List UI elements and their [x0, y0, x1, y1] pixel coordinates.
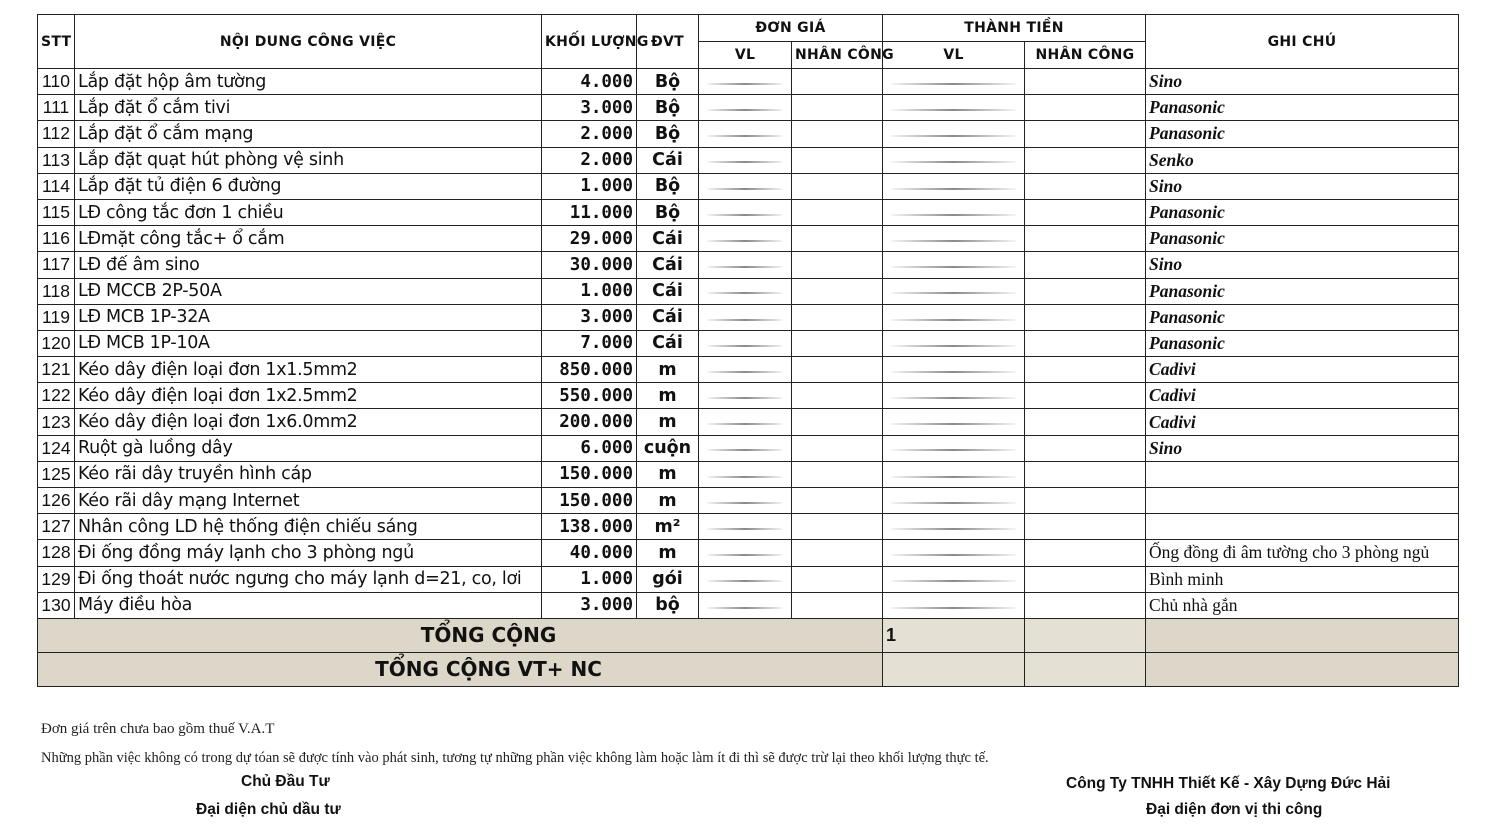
row-amount-labor: [1025, 592, 1146, 618]
row-note: Panasonic: [1146, 199, 1459, 225]
row-amount-vl: [883, 592, 1025, 618]
redacted-value: [707, 554, 783, 556]
row-task: Lắp đặt quạt hút phòng vệ sinh: [75, 147, 542, 173]
row-stt: 112: [38, 121, 75, 147]
row-unit-price-vl: [699, 357, 792, 383]
row-unit-price-labor: [792, 304, 883, 330]
row-amount-vl: [883, 147, 1025, 173]
table-row: [38, 199, 1459, 225]
row-unit-price-vl: [699, 435, 792, 461]
redacted-value: [707, 188, 783, 190]
row-task: Đi ống đồng máy lạnh cho 3 phòng ngủ: [75, 540, 542, 566]
grand-total-row: [38, 652, 1459, 686]
table-row: [38, 69, 1459, 95]
row-unit: Bộ: [637, 199, 699, 225]
row-amount-vl: [883, 435, 1025, 461]
row-unit-price-vl: [699, 540, 792, 566]
row-task: LĐ MCCB 2P-50A: [75, 278, 542, 304]
row-amount-vl: [883, 383, 1025, 409]
row-unit: m: [637, 488, 699, 514]
row-unit-price-vl: [699, 566, 792, 592]
row-amount-vl: [883, 461, 1025, 487]
redacted-value: [891, 240, 1016, 242]
row-task: Máy điều hòa: [75, 592, 542, 618]
row-task: Nhân công LD hệ thống điện chiếu sáng: [75, 514, 542, 540]
total-label: TỔNG CỘNG: [38, 618, 883, 652]
investor-title: Chủ Đầu Tư: [241, 773, 330, 790]
row-quantity: 40.000: [542, 540, 637, 566]
redacted-value: [891, 528, 1016, 530]
table-row: [38, 435, 1459, 461]
row-task: Lắp đặt hộp âm tường: [75, 69, 542, 95]
row-note: Panasonic: [1146, 304, 1459, 330]
row-unit: Cái: [637, 304, 699, 330]
row-task: Lắp đặt tủ điện 6 đường: [75, 173, 542, 199]
row-amount-labor: [1025, 330, 1146, 356]
redacted-value: [891, 161, 1016, 163]
row-unit-price-vl: [699, 278, 792, 304]
row-amount-labor: [1025, 252, 1146, 278]
row-amount-labor: [1025, 435, 1146, 461]
row-note: Senko: [1146, 147, 1459, 173]
row-amount-vl: [883, 330, 1025, 356]
header-task: NỘI DUNG CÔNG VIỆC: [75, 15, 542, 69]
row-amount-vl: [883, 540, 1025, 566]
row-stt: 128: [38, 540, 75, 566]
row-amount-vl: [883, 488, 1025, 514]
row-unit-price-vl: [699, 488, 792, 514]
redacted-value: [707, 214, 783, 216]
row-quantity: 3.000: [542, 304, 637, 330]
company-name: Công Ty TNHH Thiết Kế - Xây Dựng Đức Hải: [1066, 775, 1391, 792]
row-task: LĐ MCB 1P-32A: [75, 304, 542, 330]
row-unit: gói: [637, 566, 699, 592]
row-task: Kéo dây điện loại đơn 1x1.5mm2: [75, 357, 542, 383]
row-stt: 124: [38, 435, 75, 461]
row-stt: 110: [38, 69, 75, 95]
redacted-value: [891, 319, 1016, 321]
header-note: GHI CHÚ: [1146, 15, 1459, 69]
row-task: Đi ống thoát nước ngưng cho máy lạnh d=21, co, lơi: [75, 566, 542, 592]
row-stt: 113: [38, 147, 75, 173]
table-row: [38, 592, 1459, 618]
row-amount-vl: [883, 566, 1025, 592]
table-row: [38, 173, 1459, 199]
row-quantity: 4.000: [542, 69, 637, 95]
row-unit-price-labor: [792, 514, 883, 540]
row-amount-labor: [1025, 69, 1146, 95]
row-unit-price-labor: [792, 461, 883, 487]
row-note: Ống đồng đi âm tường cho 3 phòng ngủ: [1146, 540, 1459, 566]
row-task: LĐmặt công tắc+ ổ cắm: [75, 226, 542, 252]
row-amount-vl: [883, 226, 1025, 252]
grand-total-labor-value: [1025, 652, 1146, 686]
row-unit-price-vl: [699, 304, 792, 330]
row-unit-price-labor: [792, 199, 883, 225]
row-note: Panasonic: [1146, 278, 1459, 304]
row-unit-price-labor: [792, 278, 883, 304]
row-unit: m²: [637, 514, 699, 540]
row-unit: Bộ: [637, 121, 699, 147]
table-row: [38, 304, 1459, 330]
row-amount-labor: [1025, 514, 1146, 540]
row-unit-price-vl: [699, 514, 792, 540]
row-task: Ruột gà luồng dây: [75, 435, 542, 461]
row-task: LĐ MCB 1P-10A: [75, 330, 542, 356]
row-stt: 116: [38, 226, 75, 252]
redacted-value: [891, 83, 1016, 85]
row-amount-labor: [1025, 278, 1146, 304]
row-quantity: 850.000: [542, 357, 637, 383]
redacted-value: [707, 397, 783, 399]
row-stt: 120: [38, 330, 75, 356]
row-unit-price-labor: [792, 330, 883, 356]
row-quantity: 7.000: [542, 330, 637, 356]
header-amount-labor: NHÂN CÔNG: [1025, 42, 1146, 69]
row-amount-vl: [883, 199, 1025, 225]
table-body: [38, 69, 1459, 619]
redacted-value: [707, 580, 783, 582]
row-quantity: 30.000: [542, 252, 637, 278]
redacted-value: [891, 292, 1016, 294]
company-representative: Đại diện đơn vị thi công: [1146, 801, 1323, 818]
redacted-value: [891, 109, 1016, 111]
row-quantity: 2.000: [542, 147, 637, 173]
row-stt: 114: [38, 173, 75, 199]
redacted-value: [891, 580, 1016, 582]
row-stt: 122: [38, 383, 75, 409]
redacted-value: [707, 319, 783, 321]
table-row: [38, 330, 1459, 356]
row-unit-price-labor: [792, 488, 883, 514]
row-quantity: 3.000: [542, 592, 637, 618]
table-row: [38, 252, 1459, 278]
row-unit-price-labor: [792, 95, 883, 121]
row-stt: 130: [38, 592, 75, 618]
row-amount-vl: [883, 304, 1025, 330]
row-unit: m: [637, 409, 699, 435]
row-amount-labor: [1025, 199, 1146, 225]
row-amount-labor: [1025, 226, 1146, 252]
row-note: Bình minh: [1146, 566, 1459, 592]
table-row: [38, 278, 1459, 304]
row-task: Kéo rãi dây truyền hình cáp: [75, 461, 542, 487]
row-unit-price-labor: [792, 357, 883, 383]
row-quantity: 3.000: [542, 95, 637, 121]
row-amount-labor: [1025, 409, 1146, 435]
row-amount-labor: [1025, 540, 1146, 566]
row-stt: 125: [38, 461, 75, 487]
redacted-value: [891, 423, 1016, 425]
row-quantity: 6.000: [542, 435, 637, 461]
row-note: Cadivi: [1146, 409, 1459, 435]
row-note: Panasonic: [1146, 330, 1459, 356]
row-note: Chủ nhà gắn: [1146, 592, 1459, 618]
row-stt: 127: [38, 514, 75, 540]
redacted-value: [707, 266, 783, 268]
redacted-value: [891, 214, 1016, 216]
total-row: [38, 618, 1459, 652]
row-amount-labor: [1025, 95, 1146, 121]
row-amount-labor: [1025, 121, 1146, 147]
row-unit: Bộ: [637, 95, 699, 121]
row-unit-price-labor: [792, 226, 883, 252]
row-quantity: 1.000: [542, 173, 637, 199]
row-task: LĐ công tắc đơn 1 chiều: [75, 199, 542, 225]
redacted-value: [707, 83, 783, 85]
row-note: [1146, 461, 1459, 487]
row-unit-price-labor: [792, 540, 883, 566]
redacted-value: [707, 476, 783, 478]
header-stt: STT: [38, 15, 75, 69]
row-unit: m: [637, 540, 699, 566]
row-unit-price-vl: [699, 383, 792, 409]
redacted-value: [891, 371, 1016, 373]
row-note: [1146, 514, 1459, 540]
row-note: Sino: [1146, 435, 1459, 461]
redacted-value: [707, 109, 783, 111]
row-quantity: 29.000: [542, 226, 637, 252]
extra-work-note: Những phần việc không có trong dự tóan sẽ được tính vào phát sinh, tương tự những phần việc không làm hoặc làm ít đi thì sẽ được trừ lại theo khối lượng thực tế.: [41, 750, 989, 766]
redacted-value: [891, 397, 1016, 399]
total-note-cell: [1146, 618, 1459, 652]
redacted-value: [891, 502, 1016, 504]
row-note: Panasonic: [1146, 121, 1459, 147]
investor-representative: Đại diện chủ dầu tư: [196, 801, 341, 818]
row-stt: 119: [38, 304, 75, 330]
row-unit-price-vl: [699, 330, 792, 356]
redacted-value: [891, 476, 1016, 478]
header-unit: ĐVT: [637, 15, 699, 69]
row-amount-vl: [883, 95, 1025, 121]
row-unit-price-labor: [792, 147, 883, 173]
row-unit-price-labor: [792, 383, 883, 409]
row-amount-labor: [1025, 488, 1146, 514]
redacted-value: [707, 135, 783, 137]
redacted-value: [707, 528, 783, 530]
row-stt: 121: [38, 357, 75, 383]
row-quantity: 1.000: [542, 566, 637, 592]
row-task: Kéo dây điện loại đơn 1x6.0mm2: [75, 409, 542, 435]
row-note: Sino: [1146, 173, 1459, 199]
row-task: LĐ đế âm sino: [75, 252, 542, 278]
row-quantity: 11.000: [542, 199, 637, 225]
redacted-value: [891, 266, 1016, 268]
table-row: [38, 121, 1459, 147]
table-row: [38, 147, 1459, 173]
row-amount-vl: [883, 514, 1025, 540]
row-stt: 117: [38, 252, 75, 278]
vat-note: Đơn giá trên chưa bao gồm thuế V.A.T: [41, 721, 275, 737]
table-row: [38, 226, 1459, 252]
redacted-value: [891, 607, 1016, 609]
row-quantity: 200.000: [542, 409, 637, 435]
table-row: [38, 514, 1459, 540]
row-task: Lắp đặt ổ cắm mạng: [75, 121, 542, 147]
table-row: [38, 357, 1459, 383]
row-amount-labor: [1025, 566, 1146, 592]
row-unit-price-labor: [792, 69, 883, 95]
row-note: [1146, 488, 1459, 514]
redacted-value: [707, 607, 783, 609]
row-quantity: 2.000: [542, 121, 637, 147]
row-amount-labor: [1025, 461, 1146, 487]
row-unit-price-labor: [792, 173, 883, 199]
redacted-value: [891, 345, 1016, 347]
redacted-value: [891, 449, 1016, 451]
header-qty: KHỐI LƯỢNG: [542, 15, 637, 69]
row-unit: Cái: [637, 226, 699, 252]
row-stt: 111: [38, 95, 75, 121]
row-stt: 115: [38, 199, 75, 225]
total-labor-value: [1025, 618, 1146, 652]
row-stt: 118: [38, 278, 75, 304]
row-quantity: 150.000: [542, 488, 637, 514]
row-unit: Cái: [637, 147, 699, 173]
row-amount-vl: [883, 252, 1025, 278]
row-unit-price-labor: [792, 592, 883, 618]
row-amount-vl: [883, 278, 1025, 304]
grand-total-label: TỔNG CỘNG VT+ NC: [38, 652, 883, 686]
estimate-table: [37, 14, 1459, 687]
row-note: Panasonic: [1146, 226, 1459, 252]
table-row: [38, 461, 1459, 487]
row-unit: m: [637, 357, 699, 383]
row-unit-price-vl: [699, 409, 792, 435]
row-amount-vl: [883, 357, 1025, 383]
header-amount-vl: VL: [883, 42, 1025, 69]
row-unit: Cái: [637, 278, 699, 304]
row-amount-labor: [1025, 147, 1146, 173]
table-row: [38, 488, 1459, 514]
redacted-value: [891, 554, 1016, 556]
row-quantity: 138.000: [542, 514, 637, 540]
header-unit-price: ĐƠN GIÁ: [699, 15, 883, 42]
row-unit-price-vl: [699, 226, 792, 252]
row-note: Cadivi: [1146, 383, 1459, 409]
table-row: [38, 540, 1459, 566]
row-unit: cuộn: [637, 435, 699, 461]
row-amount-vl: [883, 173, 1025, 199]
row-unit-price-vl: [699, 461, 792, 487]
redacted-value: [707, 345, 783, 347]
redacted-value: [707, 502, 783, 504]
row-amount-vl: [883, 69, 1025, 95]
row-stt: 129: [38, 566, 75, 592]
redacted-value: [891, 188, 1016, 190]
row-unit-price-vl: [699, 95, 792, 121]
header-amount: THÀNH TIỀN: [883, 15, 1146, 42]
row-unit: Cái: [637, 330, 699, 356]
redacted-value: [707, 371, 783, 373]
redacted-value: [707, 449, 783, 451]
row-task: Kéo rãi dây mạng Internet: [75, 488, 542, 514]
row-unit-price-vl: [699, 173, 792, 199]
row-task: Lắp đặt ổ cắm tivi: [75, 95, 542, 121]
row-amount-vl: [883, 121, 1025, 147]
row-unit: Bộ: [637, 69, 699, 95]
redacted-value: [707, 423, 783, 425]
row-task: Kéo dây điện loại đơn 1x2.5mm2: [75, 383, 542, 409]
grand-total-note-cell: [1146, 652, 1459, 686]
table-row: [38, 95, 1459, 121]
header-unit-price-vl: VL: [699, 42, 792, 69]
row-quantity: 550.000: [542, 383, 637, 409]
redacted-value: [707, 240, 783, 242]
row-unit-price-labor: [792, 435, 883, 461]
row-amount-labor: [1025, 357, 1146, 383]
total-vl-value: 1: [883, 618, 1025, 652]
row-note: Panasonic: [1146, 95, 1459, 121]
row-amount-labor: [1025, 383, 1146, 409]
row-unit-price-vl: [699, 69, 792, 95]
row-note: Sino: [1146, 252, 1459, 278]
row-unit-price-labor: [792, 566, 883, 592]
header-unit-price-labor: NHÂN CÔNG: [792, 42, 883, 69]
row-unit: m: [637, 461, 699, 487]
row-unit-price-labor: [792, 409, 883, 435]
row-unit-price-vl: [699, 199, 792, 225]
row-stt: 123: [38, 409, 75, 435]
row-unit: Bộ: [637, 173, 699, 199]
row-unit-price-vl: [699, 147, 792, 173]
row-unit-price-vl: [699, 592, 792, 618]
redacted-value: [891, 135, 1016, 137]
row-amount-vl: [883, 409, 1025, 435]
table-row: [38, 409, 1459, 435]
row-note: Sino: [1146, 69, 1459, 95]
row-unit-price-vl: [699, 252, 792, 278]
table-row: [38, 566, 1459, 592]
row-amount-labor: [1025, 173, 1146, 199]
row-unit-price-vl: [699, 121, 792, 147]
row-note: Cadivi: [1146, 357, 1459, 383]
row-quantity: 1.000: [542, 278, 637, 304]
row-unit: bộ: [637, 592, 699, 618]
row-unit-price-labor: [792, 121, 883, 147]
table-row: [38, 383, 1459, 409]
grand-total-vl-value: [883, 652, 1025, 686]
row-unit: Cái: [637, 252, 699, 278]
row-quantity: 150.000: [542, 461, 637, 487]
row-stt: 126: [38, 488, 75, 514]
redacted-value: [707, 161, 783, 163]
row-amount-labor: [1025, 304, 1146, 330]
redacted-value: [707, 292, 783, 294]
row-unit-price-labor: [792, 252, 883, 278]
row-unit: m: [637, 383, 699, 409]
